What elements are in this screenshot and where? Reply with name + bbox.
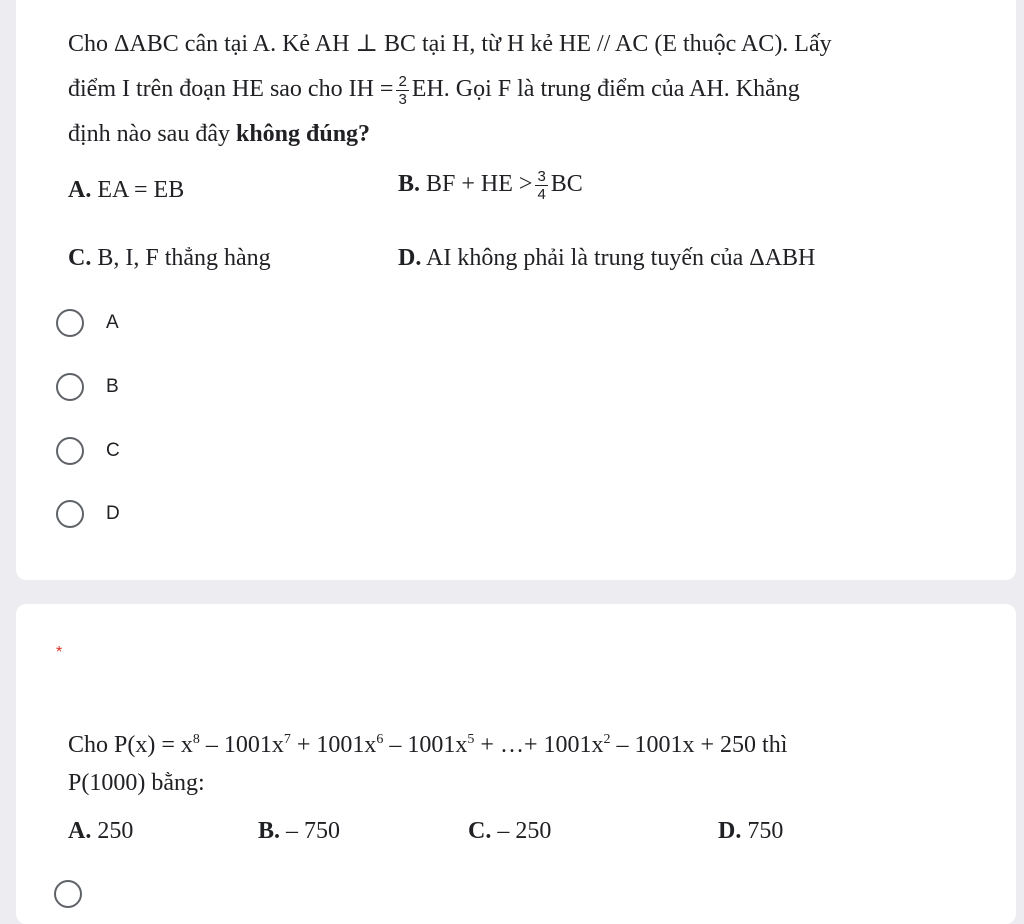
q2-option-a-letter: A. — [68, 818, 92, 844]
option-b-text-pre: BF + HE > — [426, 171, 533, 198]
option-d-letter: D. — [398, 245, 422, 271]
q2-option-a-text: 250 — [97, 818, 134, 844]
fraction-denominator: 4 — [537, 186, 546, 203]
option-c-letter: C. — [68, 245, 92, 271]
fraction-numerator: 3 — [537, 168, 546, 185]
radio-option-c[interactable] — [56, 436, 120, 466]
option-b-statement — [398, 168, 583, 203]
option-c-statement — [68, 245, 271, 272]
q2-option-c — [468, 818, 551, 845]
radio-label-a: A — [106, 312, 119, 333]
radio-circle-icon[interactable] — [54, 880, 82, 908]
option-a-text: EA = EB — [97, 177, 185, 203]
question-1-text — [68, 22, 988, 157]
fraction-numerator: 2 — [398, 72, 407, 90]
q2-exp-8: 8 — [192, 732, 200, 747]
question-1-emphasis: không đúng? — [235, 121, 371, 147]
option-d-statement — [398, 245, 815, 272]
q2-exp-5: 5 — [467, 732, 475, 747]
required-asterisk: * — [56, 644, 63, 661]
q2-option-c-letter: C. — [468, 818, 492, 844]
fraction-3-4 — [535, 168, 547, 203]
question-2-line-2: P(1000) bằng: — [68, 770, 205, 796]
q2-option-a — [68, 818, 133, 845]
q2-option-d-text: 750 — [747, 818, 784, 844]
radio-option-d[interactable] — [56, 499, 120, 529]
question-card-2 — [16, 604, 1016, 924]
q2-exp-6: 6 — [376, 732, 384, 747]
question-1-line-1: Cho ΔABC cân tại A. Kẻ AH ⊥ BC tại H, từ H kẻ HE // AC (E thuộc AC). Lấy — [68, 31, 832, 57]
radio-circle-icon[interactable] — [56, 309, 84, 337]
question-1-line-3 — [68, 112, 988, 157]
q2-option-c-text: – 250 — [497, 818, 552, 844]
option-c-text: B, I, F thẳng hàng — [97, 245, 271, 271]
fraction-2-3 — [396, 73, 408, 108]
q2-seg-5: – 1001x + 250 thì — [610, 732, 788, 758]
question-1-line-2-post: EH. Gọi F là trung điểm của AH. Khẳng — [411, 76, 800, 102]
fraction-denominator: 3 — [398, 90, 407, 108]
q2-exp-7: 7 — [283, 732, 291, 747]
radio-circle-icon[interactable] — [56, 373, 84, 401]
q2-option-b-letter: B. — [258, 818, 281, 844]
radio-circle-icon[interactable] — [56, 437, 84, 465]
q2-seg-0: Cho P(x) = x — [68, 732, 193, 758]
q2-seg-1: – 1001x — [199, 732, 284, 758]
radio-label-c: C — [106, 440, 120, 461]
option-a-statement — [68, 177, 184, 204]
option-b-letter: B. — [398, 171, 421, 198]
question-2-line-1 — [68, 726, 988, 764]
option-b-text-post: BC — [550, 171, 583, 198]
question-1-line-2-pre: điểm I trên đoạn HE sao cho IH = — [68, 76, 394, 102]
question-2-text — [68, 726, 988, 802]
q2-option-b — [258, 818, 340, 845]
q2-option-d-letter: D. — [718, 818, 742, 844]
radio-label-b: B — [106, 376, 119, 397]
question-card-1 — [16, 0, 1016, 580]
q2-seg-2: + 1001x — [290, 732, 377, 758]
option-d-text: AI không phải là trung tuyến của ΔABH — [426, 245, 816, 271]
q2-exp-2: 2 — [603, 732, 611, 747]
radio-circle-icon[interactable] — [56, 500, 84, 528]
q2-option-b-text: – 750 — [286, 818, 341, 844]
radio-option-b[interactable] — [56, 372, 119, 402]
q2-option-d — [718, 818, 783, 845]
question-1-line-2 — [68, 67, 988, 112]
radio-option-a[interactable] — [56, 308, 119, 338]
q2-seg-3: – 1001x — [383, 732, 468, 758]
radio-label-d: D — [106, 503, 120, 524]
q2-seg-4: + …+ 1001x — [474, 732, 604, 758]
option-a-letter: A. — [68, 177, 92, 203]
question-1-line-3-pre: định nào sau đây — [68, 121, 236, 147]
